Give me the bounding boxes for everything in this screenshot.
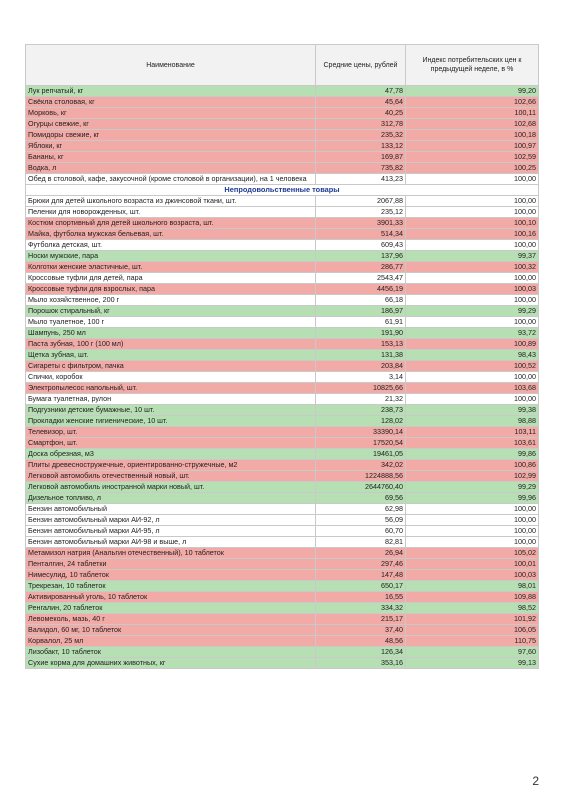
item-name: Бензин автомобильный [26,504,316,515]
item-name: Дизельное топливо, л [26,493,316,504]
item-index: 99,37 [406,251,539,262]
item-price: 191,90 [316,328,406,339]
item-index: 100,00 [406,394,539,405]
item-price: 235,32 [316,130,406,141]
item-price: 16,55 [316,592,406,603]
item-name: Доска обрезная, м3 [26,449,316,460]
item-price: 413,23 [316,174,406,185]
item-price: 735,82 [316,163,406,174]
item-index: 99,13 [406,658,539,669]
item-price: 650,17 [316,581,406,592]
table-row [26,361,539,372]
item-price: 312,78 [316,119,406,130]
item-name: Брюки для детей школьного возраста из джинсовой ткани, шт. [26,196,316,207]
table-row [26,471,539,482]
table-row [26,317,539,328]
item-index: 100,00 [406,174,539,185]
item-price: 153,13 [316,339,406,350]
item-name: Левомеколь, мазь, 40 г [26,614,316,625]
item-index: 105,02 [406,548,539,559]
item-index: 100,89 [406,339,539,350]
item-name: Нимесулид, 10 таблеток [26,570,316,581]
item-name: Лизобакт, 10 таблеток [26,647,316,658]
item-price: 238,73 [316,405,406,416]
item-index: 100,03 [406,284,539,295]
item-index: 99,20 [406,86,539,97]
item-index: 100,00 [406,196,539,207]
table-row [26,614,539,625]
item-index: 100,86 [406,460,539,471]
item-price: 2644760,40 [316,482,406,493]
item-index: 102,68 [406,119,539,130]
table-row [26,97,539,108]
item-price: 1224888,56 [316,471,406,482]
header-index: Индекс потребительских цен к предыдущей неделе, в % [406,45,539,86]
item-name: Пенталгин, 24 таблетки [26,559,316,570]
item-index: 103,61 [406,438,539,449]
item-name: Трекрезан, 10 таблеток [26,581,316,592]
table-row [26,229,539,240]
item-name: Прокладки женские гигиенические, 10 шт. [26,416,316,427]
item-price: 147,48 [316,570,406,581]
table-row [26,647,539,658]
table-row [26,394,539,405]
table-row [26,460,539,471]
item-index: 99,96 [406,493,539,504]
item-name: Кроссовые туфли для детей, пара [26,273,316,284]
item-name: Яблоки, кг [26,141,316,152]
item-name: Сигареты с фильтром, пачка [26,361,316,372]
table-header-row [26,45,539,86]
item-index: 93,72 [406,328,539,339]
table-row [26,625,539,636]
item-index: 102,66 [406,97,539,108]
item-name: Лук репчатый, кг [26,86,316,97]
item-index: 100,00 [406,372,539,383]
table-row [26,636,539,647]
header-price: Средние цены, рублей [316,45,406,86]
item-price: 2067,88 [316,196,406,207]
item-name: Шампунь, 250 мл [26,328,316,339]
table-row [26,350,539,361]
table-row [26,658,539,669]
item-price: 3901,33 [316,218,406,229]
item-name: Колготки женские эластичные, шт. [26,262,316,273]
item-price: 235,12 [316,207,406,218]
item-price: 334,32 [316,603,406,614]
item-index: 100,00 [406,515,539,526]
item-price: 514,34 [316,229,406,240]
item-name: Свёкла столовая, кг [26,97,316,108]
table-row [26,449,539,460]
item-index: 100,03 [406,570,539,581]
item-name: Помидоры свежие, кг [26,130,316,141]
item-name: Щетка зубная, шт. [26,350,316,361]
item-name: Метамизол натрия (Анальгин отечественный), 10 таблеток [26,548,316,559]
item-price: 66,18 [316,295,406,306]
nonfood-rows [26,196,539,669]
item-index: 100,52 [406,361,539,372]
item-index: 98,88 [406,416,539,427]
item-name: Носки мужские, пара [26,251,316,262]
table-row [26,251,539,262]
table-row [26,438,539,449]
page-number: 2 [532,774,539,788]
item-name: Мыло туалетное, 100 г [26,317,316,328]
item-price: 17520,54 [316,438,406,449]
table-row [26,548,539,559]
item-name: Паста зубная, 100 г (100 мл) [26,339,316,350]
item-price: 609,43 [316,240,406,251]
item-index: 100,32 [406,262,539,273]
table-row [26,108,539,119]
item-name: Валидол, 60 мг, 10 таблеток [26,625,316,636]
item-index: 100,16 [406,229,539,240]
item-index: 100,01 [406,559,539,570]
item-name: Спички, коробок [26,372,316,383]
item-index: 99,29 [406,306,539,317]
item-price: 169,87 [316,152,406,163]
table-row [26,493,539,504]
table-row [26,504,539,515]
section-title: Непродовольственные товары [26,185,539,196]
table-row [26,306,539,317]
item-price: 62,98 [316,504,406,515]
item-price: 21,32 [316,394,406,405]
table-row [26,339,539,350]
table-row [26,383,539,394]
item-index: 101,92 [406,614,539,625]
table-row [26,273,539,284]
table-row [26,603,539,614]
item-price: 33390,14 [316,427,406,438]
item-index: 103,68 [406,383,539,394]
item-index: 100,00 [406,240,539,251]
item-name: Бензин автомобильный марки АИ-95, л [26,526,316,537]
table-row [26,207,539,218]
item-name: Бензин автомобильный марки АИ-92, л [26,515,316,526]
section-header [26,185,539,196]
table-row [26,559,539,570]
item-price: 56,09 [316,515,406,526]
item-index: 100,11 [406,108,539,119]
item-index: 100,00 [406,537,539,548]
table-row [26,196,539,207]
item-index: 99,29 [406,482,539,493]
item-price: 37,40 [316,625,406,636]
table-row [26,295,539,306]
item-name: Огурцы свежие, кг [26,119,316,130]
item-index: 100,18 [406,130,539,141]
table-row [26,163,539,174]
item-price: 215,17 [316,614,406,625]
item-name: Легковой автомобиль отечественный новый, шт. [26,471,316,482]
item-index: 103,11 [406,427,539,438]
table-row [26,537,539,548]
item-price: 286,77 [316,262,406,273]
table-row [26,218,539,229]
item-price: 82,81 [316,537,406,548]
table-row [26,328,539,339]
table-row [26,416,539,427]
table-row [26,581,539,592]
item-name: Водка, л [26,163,316,174]
table-row [26,141,539,152]
table-row [26,515,539,526]
item-name: Мыло хозяйственное, 200 г [26,295,316,306]
item-price: 186,97 [316,306,406,317]
item-name: Футболка детская, шт. [26,240,316,251]
item-name: Костюм спортивный для детей школьного возраста, шт. [26,218,316,229]
item-index: 100,97 [406,141,539,152]
item-index: 97,60 [406,647,539,658]
table-row [26,86,539,97]
item-name: Телевизор, шт. [26,427,316,438]
item-price: 297,46 [316,559,406,570]
table-row [26,427,539,438]
header-name: Наименование [26,45,316,86]
item-name: Морковь, кг [26,108,316,119]
table-row [26,405,539,416]
item-name: Майка, футболка мужская бельевая, шт. [26,229,316,240]
item-name: Кроссовые туфли для взрослых, пара [26,284,316,295]
item-price: 45,64 [316,97,406,108]
table-row [26,174,539,185]
item-price: 137,96 [316,251,406,262]
item-index: 98,52 [406,603,539,614]
table-row [26,240,539,251]
food-rows [26,86,539,185]
item-name: Корвалол, 25 мл [26,636,316,647]
item-price: 47,78 [316,86,406,97]
item-name: Плиты древесностружечные, ориентированно-стружечные, м2 [26,460,316,471]
item-index: 98,43 [406,350,539,361]
item-price: 3,14 [316,372,406,383]
item-price: 203,84 [316,361,406,372]
table-row [26,284,539,295]
table-row [26,119,539,130]
item-price: 48,56 [316,636,406,647]
table-row [26,262,539,273]
item-price: 61,91 [316,317,406,328]
item-index: 100,25 [406,163,539,174]
item-price: 353,16 [316,658,406,669]
table-row [26,526,539,537]
table-row [26,482,539,493]
item-price: 26,94 [316,548,406,559]
item-price: 60,70 [316,526,406,537]
item-name: Подгузники детские бумажные, 10 шт. [26,405,316,416]
item-index: 100,00 [406,317,539,328]
item-price: 4456,19 [316,284,406,295]
item-name: Бумага туалетная, рулон [26,394,316,405]
table-row [26,152,539,163]
item-name: Электропылесос напольный, шт. [26,383,316,394]
item-index: 102,99 [406,471,539,482]
section-row [26,185,539,196]
item-price: 40,25 [316,108,406,119]
item-price: 133,12 [316,141,406,152]
item-index: 102,59 [406,152,539,163]
item-price: 128,02 [316,416,406,427]
item-index: 100,00 [406,207,539,218]
item-price: 69,56 [316,493,406,504]
item-index: 100,00 [406,273,539,284]
item-price: 126,34 [316,647,406,658]
item-price: 342,02 [316,460,406,471]
item-index: 106,05 [406,625,539,636]
item-index: 98,01 [406,581,539,592]
item-price: 19461,05 [316,449,406,460]
table-row [26,130,539,141]
item-name: Сухие корма для домашних животных, кг [26,658,316,669]
table-row [26,570,539,581]
item-index: 100,10 [406,218,539,229]
item-index: 109,88 [406,592,539,603]
item-index: 100,00 [406,504,539,515]
item-name: Легковой автомобиль иностранной марки новый, шт. [26,482,316,493]
table-row [26,592,539,603]
item-index: 100,00 [406,295,539,306]
price-table [25,44,539,669]
item-name: Ренгалин, 20 таблеток [26,603,316,614]
item-index: 99,38 [406,405,539,416]
table-row [26,372,539,383]
item-index: 110,75 [406,636,539,647]
item-price: 10825,66 [316,383,406,394]
item-name: Обед в столовой, кафе, закусочной (кроме столовой в организации), на 1 человека [26,174,316,185]
item-name: Смартфон, шт. [26,438,316,449]
item-price: 131,38 [316,350,406,361]
item-price: 2543,47 [316,273,406,284]
item-index: 99,86 [406,449,539,460]
item-name: Порошок стиральный, кг [26,306,316,317]
item-name: Активированный уголь, 10 таблеток [26,592,316,603]
item-name: Бананы, кг [26,152,316,163]
item-name: Бензин автомобильный марки АИ-98 и выше, л [26,537,316,548]
item-index: 100,00 [406,526,539,537]
item-name: Пеленки для новорожденных, шт. [26,207,316,218]
